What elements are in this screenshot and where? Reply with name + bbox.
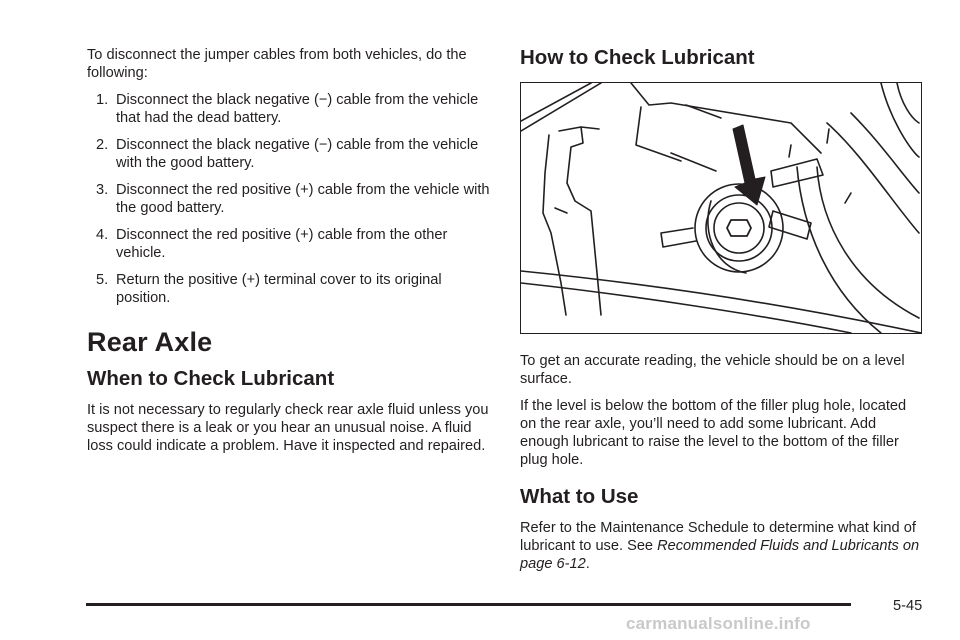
when-to-check-text: It is not necessary to regularly check rear axle fluid unless you suspect there is a leak or you hear an unusual noise. A fluid loss could indicate a problem. Have it inspected and repaired. <box>87 402 489 454</box>
lubricants-reference-link[interactable]: Recommended Fluids and Lubricants on page 6-12 <box>520 538 920 572</box>
step-number: 4. <box>96 227 109 243</box>
step-text: Return the positive (+) terminal cover to its original position. <box>116 272 442 306</box>
filler-plug-text: If the level is below the bottom of the filler plug hole, located on the rear axle, you’ll need to add some lubricant. Add enough lubricant to raise the level to the bottom of the filler plug hole. <box>520 398 907 468</box>
when-to-check-heading: When to Check Lubricant <box>87 367 335 390</box>
list-item <box>87 136 492 172</box>
accurate-reading-text: To get an accurate reading, the vehicle should be on a level surface. <box>520 353 905 387</box>
step-number: 2. <box>96 137 109 153</box>
rear-axle-figure <box>520 82 922 334</box>
list-item <box>87 271 492 307</box>
step-text: Disconnect the black negative (−) cable from the vehicle that had the dead battery. <box>116 92 479 126</box>
step-number: 3. <box>96 182 109 198</box>
step-text: Disconnect the red positive (+) cable from the vehicle with the good battery. <box>116 182 490 216</box>
list-item <box>87 91 492 127</box>
watermark: carmanualsonline.info <box>626 614 811 633</box>
down-arrow-icon <box>733 125 765 205</box>
disconnect-steps-list <box>87 91 492 307</box>
footer-divider <box>86 603 851 606</box>
step-number: 5. <box>96 272 109 288</box>
rear-axle-illustration <box>521 83 921 333</box>
what-to-use-prefix: Refer to the Maintenance Schedule to determine what kind of lubricant to use. See <box>520 520 916 554</box>
how-to-check-heading: How to Check Lubricant <box>520 46 755 69</box>
what-to-use-text <box>520 519 924 573</box>
page-number: 5-45 <box>893 598 923 614</box>
list-item <box>87 181 492 217</box>
right-column <box>520 46 924 582</box>
what-to-use-suffix: . <box>585 556 590 572</box>
left-column <box>87 46 492 464</box>
step-text: Disconnect the red positive (+) cable from the other vehicle. <box>116 227 448 261</box>
step-text: Disconnect the black negative (−) cable from the vehicle with the good battery. <box>116 137 479 171</box>
intro-text: To disconnect the jumper cables from both vehicles, do the following: <box>87 47 467 81</box>
list-item <box>87 226 492 262</box>
what-to-use-heading: What to Use <box>520 485 639 508</box>
step-number: 1. <box>96 92 109 108</box>
section-title: Rear Axle <box>87 327 213 357</box>
